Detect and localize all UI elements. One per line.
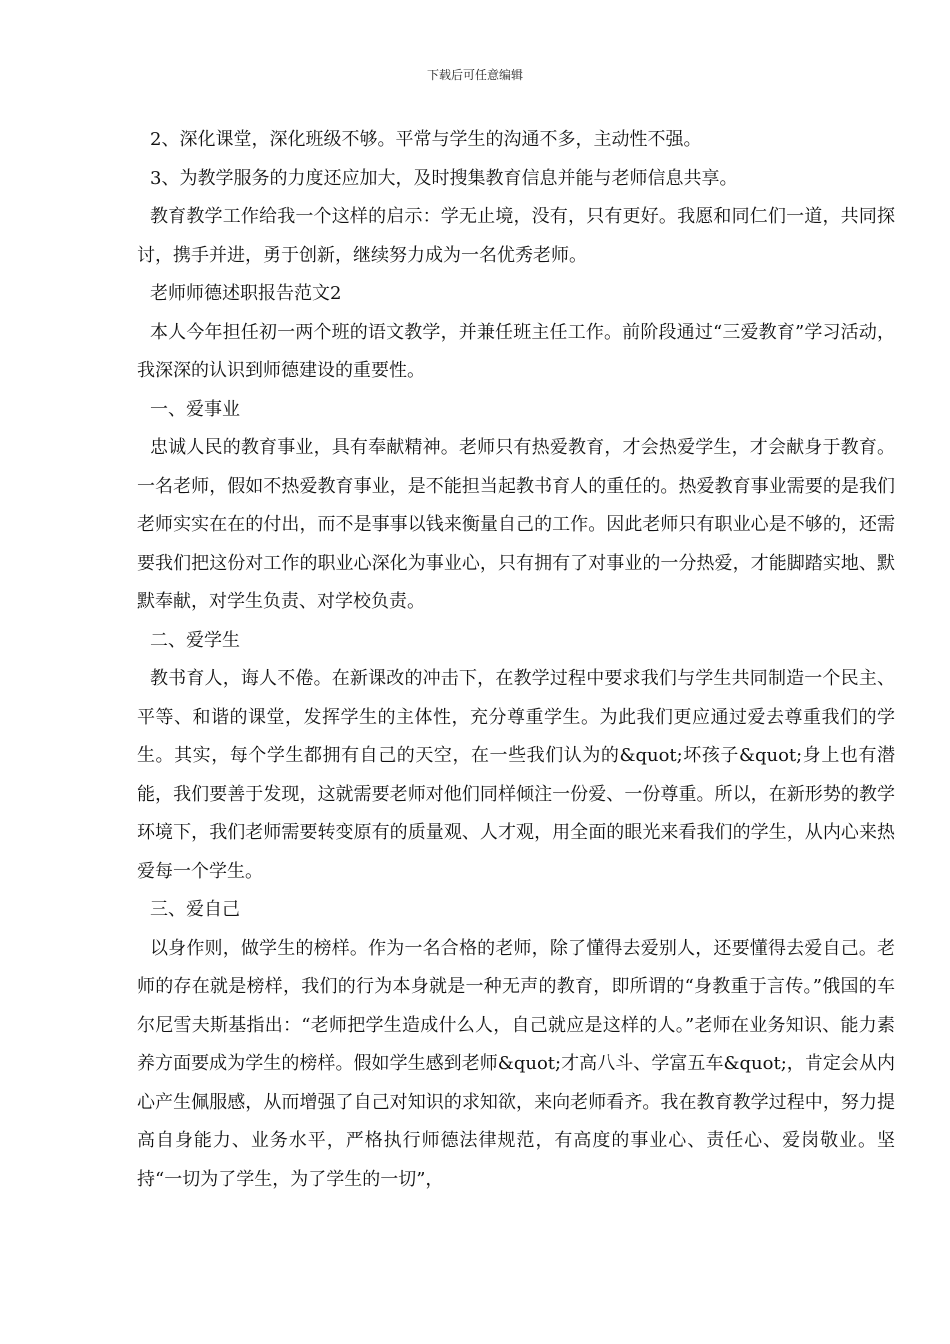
section-heading: 二、爱学生 <box>150 629 240 651</box>
paragraph: 教书育人，诲人不倦。在新课改的冲击下，在教学过程中要求我们与学生共同制造一个民主、平等、和谐的课堂，发挥学生的主体性，充分尊重学生。为此我们更应通过爱去尊重我们的学生。其实，每个学生都拥有自己的天空，在一些我们认为的&quot;坏孩子&quot;身上也有潜能，我们要善于发现，这就需要老师对他们同样倾注一份爱、一份尊重。所以，在新形势的教学环境下，我们老师需要转变原有的质量观、人才观，用全面的眼光来看我们的学生，从内心来热爱每一个学生。 <box>137 668 895 882</box>
paragraph: 3、为教学服务的力度还应加大，及时搜集教育信息并能与老师信息共享。 <box>150 167 738 189</box>
paragraph: 教育教学工作给我一个这样的启示：学无止境，没有，只有更好。我愿和同仁们一道，共同探讨，携手并进，勇于创新，继续努力成为一名优秀老师。 <box>137 206 895 266</box>
page-header: 下载后可任意编辑 <box>426 68 523 82</box>
document-body <box>137 121 895 1199</box>
section-heading: 三、爱自己 <box>150 899 240 920</box>
paragraph: 以身作则，做学生的榜样。作为一名合格的老师，除了懂得去爱别人，还要懂得去爱自己。老师的存在就是榜样，我们的行为本身就是一种无声的教育，即所谓的“身教重于言传。”俄国的车尔尼雪夫斯基指出：“老师把学生造成什么人，自己就应是这样的人。”老师在业务知识、能力素养方面要成为学生的榜样。假如学生感到老师&quot;才高八斗、学富五车&quot;，肯定会从内心产生佩服感，从而增强了自己对知识的求知欲，来向老师看齐。我在教育教学过程中，努力提高自身能力、业务水平，严格执行师德法律规范，有高度的事业心、责任心、爱岗敬业。坚持“一切为了学生，为了学生的一切”， <box>137 937 895 1190</box>
paragraph: 2、深化课堂，深化班级不够。平常与学生的沟通不多，主动性不强。 <box>150 129 702 150</box>
section-heading: 一、爱事业 <box>150 398 240 420</box>
section-title: 老师师德述职报告范文2 <box>150 283 342 304</box>
paragraph: 本人今年担任初一两个班的语文教学，并兼任班主任工作。前阶段通过“三爱教育”学习活动，我深深的认识到师德建设的重要性。 <box>137 321 895 381</box>
paragraph: 忠诚人民的教育事业，具有奉献精神。老师只有热爱教育，才会热爱学生，才会献身于教育。一名老师，假如不热爱教育事业，是不能担当起教书育人的重任的。热爱教育事业需要的是我们老师实实在在的付出，而不是事事以钱来衡量自己的工作。因此老师只有职业心是不够的，还需要我们把这份对工作的职业心深化为事业心，只有拥有了对事业的一分热爱，才能脚踏实地、默默奉献，对学生负责、对学校负责。 <box>137 437 895 612</box>
